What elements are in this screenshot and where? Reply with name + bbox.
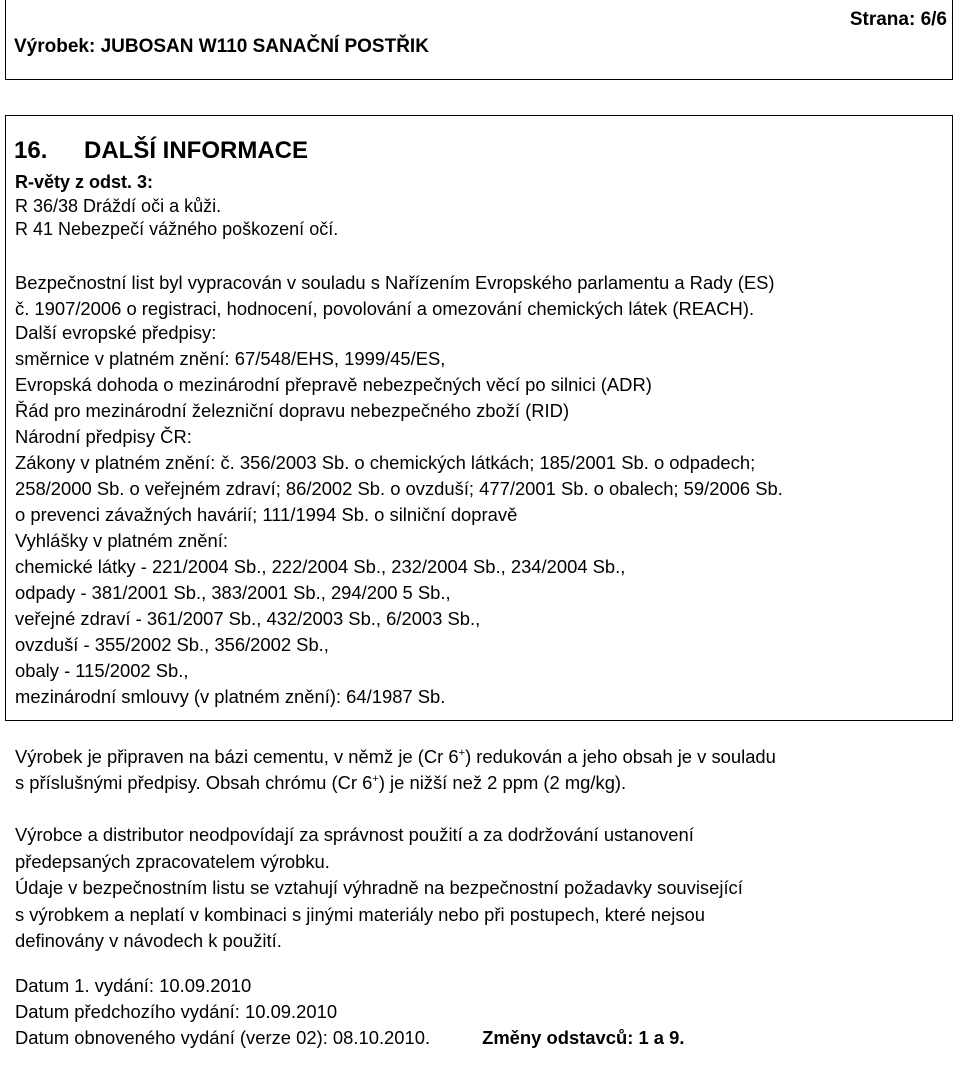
section-number: 16. [14,137,48,164]
r-phrases-block [15,171,940,242]
regulation-line: o prevenci závažných havárií; 111/1994 Sb. o silniční dopravě [15,504,518,525]
chromium-text: ) redukován a jeho obsah je v souladu [465,746,776,767]
regulation-line: směrnice v platném znění: 67/548/EHS, 1999/45/ES, [15,348,446,369]
disclaimer-line: Údaje v bezpečnostním listu se vztahují výhradně na bezpečnostní požadavky související [15,877,743,898]
regulation-line: mezinárodní smlouvy (v platném znění): 64/1987 Sb. [15,686,446,707]
legislation-line: č. 1907/2006 o registraci, hodnocení, povolování a omezování chemických látek (REACH). [15,297,755,319]
section-title: DALŠÍ INFORMACE [84,137,308,164]
regulation-line: Řád pro mezinárodní železniční dopravu nebezpečného zboží (RID) [15,400,570,421]
regulation-line: Národní předpisy ČR: [15,426,192,447]
regulation-line: obaly - 115/2002 Sb., [15,660,189,681]
dates-block [15,973,940,1051]
chromium-block [15,744,940,796]
superscript-plus: + [372,773,379,785]
regulation-line: 258/2000 Sb. o veřejném zdraví; 86/2002 Sb. o ovzduší; 477/2001 Sb. o obalech; 59/2006 Sb. [15,478,783,499]
legislation-block [15,270,940,321]
r-phrases-heading: R-věty z odst. 3: [15,172,154,192]
product-title: Výrobek: JUBOSAN W110 SANAČNÍ POSTŘIK [14,36,429,57]
regulation-line: Zákony v platném znění: č. 356/2003 Sb. o chemických látkách; 185/2001 Sb. o odpadech; [15,452,756,473]
regulation-line: Vyhlášky v platném znění: [15,530,228,551]
section-divider [5,720,953,721]
r-phrase-line: R 36/38 Dráždí oči a kůži. [15,195,222,216]
previous-issue-date: Datum předchozího vydání: 10.09.2010 [15,1001,338,1022]
chromium-text: ) je nižší než 2 ppm (2 mg/kg). [378,772,627,793]
regulation-line: ovzduší - 355/2002 Sb., 356/2002 Sb., [15,634,329,655]
superscript-plus: + [458,747,466,759]
chromium-line [15,744,940,770]
chromium-text: Výrobek je připraven na bázi cementu, v němž je (Cr 6 [15,746,459,767]
regulations-block [15,320,940,710]
regulation-line: odpady - 381/2001 Sb., 383/2001 Sb., 294/200 5 Sb., [15,582,451,603]
regulation-line: Další evropské předpisy: [15,322,217,343]
revised-issue-date: Datum obnoveného vydání (verze 02): 08.10.2010. [15,1027,431,1048]
page-number: Strana: 6/6 [849,9,947,30]
chromium-text: s příslušnými předpisy. Obsah chrómu (Cr 6 [15,772,373,793]
changes-note: Změny odstavců: 1 a 9. [482,1027,685,1048]
section-heading [14,137,308,165]
regulation-line: veřejné zdraví - 361/2007 Sb., 432/2003 Sb., 6/2003 Sb., [15,608,481,629]
disclaimer-line: s výrobkem a neplatí v kombinaci s jinými materiály nebo při postupech, které nejsou [15,903,705,925]
first-issue-date: Datum 1. vydání: 10.09.2010 [15,975,252,996]
regulation-line: Evropská dohoda o mezinárodní přepravě nebezpečných věcí po silnici (ADR) [15,374,652,395]
chromium-line [15,770,940,796]
r-phrase-line: R 41 Nebezpečí vážného poškození očí. [15,219,339,239]
disclaimer-block [15,822,940,955]
legislation-line: Bezpečnostní list byl vypracován v souladu s Nařízením Evropského parlamentu a Rady (ES) [15,272,775,293]
disclaimer-line: předepsaných zpracovatelem výrobku. [15,850,330,872]
revised-issue-line [15,1025,940,1051]
disclaimer-line: definovány v návodech k použití. [15,930,282,951]
disclaimer-line: Výrobce a distributor neodpovídají za správnost použití a za dodržování ustanovení [15,824,694,845]
regulation-line: chemické látky - 221/2004 Sb., 222/2004 Sb., 232/2004 Sb., 234/2004 Sb., [15,556,626,577]
